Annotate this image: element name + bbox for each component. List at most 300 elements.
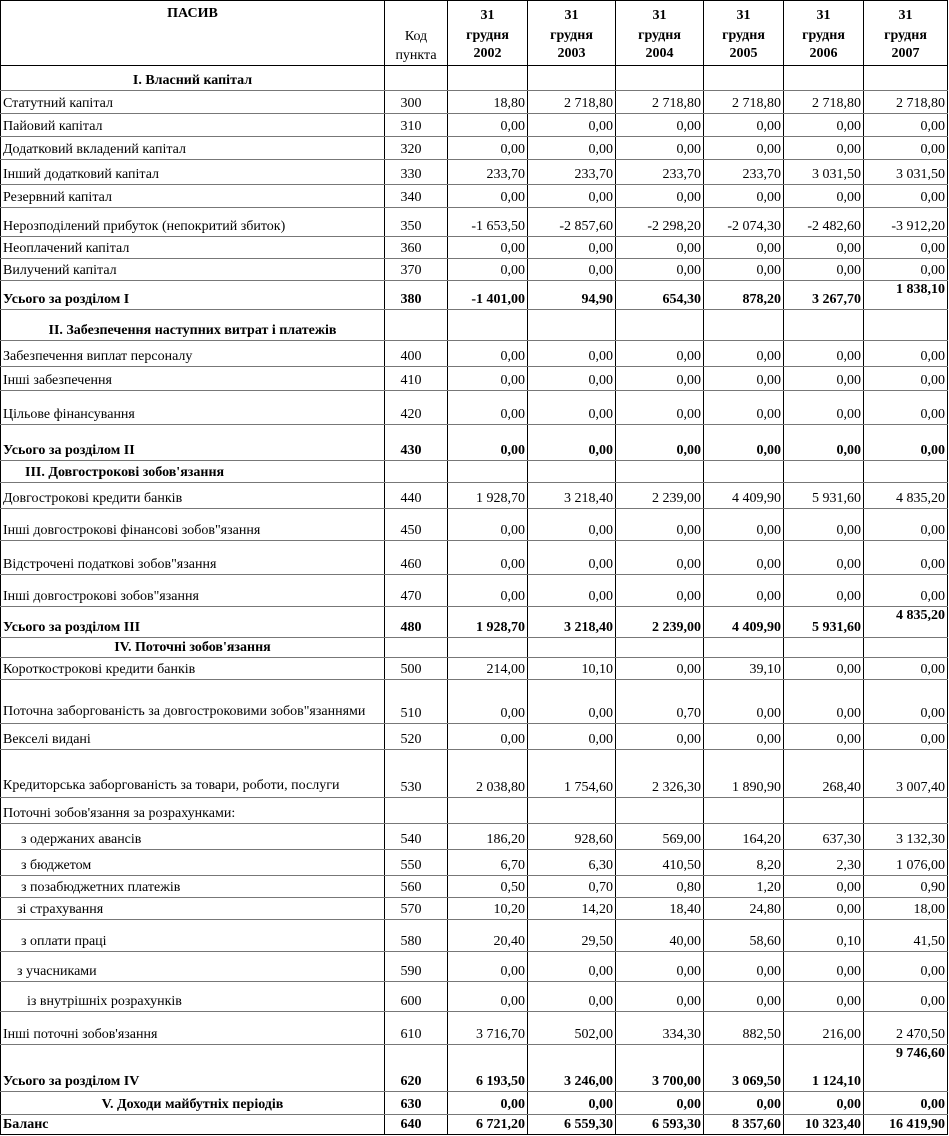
- value-cell: [448, 798, 528, 824]
- value-cell: 2 718,80: [864, 91, 948, 114]
- value-cell: [448, 461, 528, 483]
- row-code: 620: [385, 1045, 448, 1092]
- section-title: I. Власний капітал: [1, 66, 385, 91]
- value-cell: 1 754,60: [528, 750, 616, 798]
- table-row: [1, 137, 948, 160]
- table-row: [1, 391, 948, 425]
- value-cell: 0,00: [864, 185, 948, 208]
- row-code: 510: [385, 680, 448, 724]
- value-cell: 0,00: [784, 259, 864, 281]
- value-cell: 0,00: [528, 1092, 616, 1115]
- value-cell: 10,20: [448, 898, 528, 920]
- value-cell: 3 007,40: [864, 750, 948, 798]
- row-code: 420: [385, 391, 448, 425]
- row-code: 410: [385, 367, 448, 391]
- value-cell: 6,30: [528, 850, 616, 876]
- row-code: [385, 66, 448, 91]
- row-label: Нерозподілений прибуток (непокритий збиток): [1, 208, 385, 237]
- value-cell: 0,00: [704, 1092, 784, 1115]
- value-cell: 0,00: [784, 541, 864, 575]
- value-cell: -1 401,00: [448, 281, 528, 310]
- value-cell: 10,10: [528, 658, 616, 680]
- value-cell: 0,00: [864, 137, 948, 160]
- value-cell: 0,00: [704, 541, 784, 575]
- table-row: [1, 208, 948, 237]
- value-cell: 0,00: [784, 185, 864, 208]
- row-code: 600: [385, 982, 448, 1012]
- value-cell: 0,00: [864, 391, 948, 425]
- value-cell: [704, 461, 784, 483]
- value-cell: 3 069,50: [704, 1045, 784, 1092]
- row-code: 580: [385, 920, 448, 952]
- table-row: [1, 367, 948, 391]
- value-cell: 0,00: [616, 982, 704, 1012]
- value-cell: 2 718,80: [616, 91, 704, 114]
- row-label: Інші довгострокові фінансові зобов"язання: [1, 509, 385, 541]
- section-title: III. Довгострокові зобов'язання: [1, 461, 385, 483]
- header-month: грудня: [550, 28, 593, 43]
- table-row: [1, 575, 948, 607]
- value-cell: 0,00: [864, 724, 948, 750]
- value-cell: 0,00: [784, 1092, 864, 1115]
- value-cell: 58,60: [704, 920, 784, 952]
- row-label: зі страхування: [1, 898, 385, 920]
- value-cell: 5 931,60: [784, 607, 864, 638]
- value-cell: 8 357,60: [704, 1115, 784, 1135]
- value-cell: 0,00: [528, 367, 616, 391]
- header-month: грудня: [722, 28, 765, 43]
- row-code: 320: [385, 137, 448, 160]
- header-month: грудня: [884, 28, 927, 43]
- value-cell: 4 409,90: [704, 607, 784, 638]
- value-cell: -2 857,60: [528, 208, 616, 237]
- value-cell: 0,00: [448, 509, 528, 541]
- value-cell: 0,00: [616, 509, 704, 541]
- value-cell: 0,00: [864, 541, 948, 575]
- value-cell: 186,20: [448, 824, 528, 850]
- table-row: [1, 237, 948, 259]
- value-cell: 268,40: [784, 750, 864, 798]
- value-cell: 233,70: [528, 160, 616, 185]
- row-code: 400: [385, 341, 448, 367]
- row-label: Неоплачений капітал: [1, 237, 385, 259]
- value-cell: 0,00: [448, 541, 528, 575]
- value-cell: 3 716,70: [448, 1012, 528, 1045]
- value-cell: [704, 798, 784, 824]
- value-cell: 0,00: [616, 259, 704, 281]
- row-code: [385, 461, 448, 483]
- value-cell: 0,00: [704, 367, 784, 391]
- value-cell: -2 482,60: [784, 208, 864, 237]
- value-cell: 2 038,80: [448, 750, 528, 798]
- value-cell: 0,00: [784, 898, 864, 920]
- header-period: [616, 1, 704, 66]
- value-cell: 0,00: [616, 341, 704, 367]
- value-cell: 0,00: [784, 680, 864, 724]
- value-cell: [864, 66, 948, 91]
- value-cell: 0,00: [864, 114, 948, 137]
- value-cell: 0,00: [528, 724, 616, 750]
- row-label: Забезпечення виплат персоналу: [1, 341, 385, 367]
- value-cell: 0,00: [448, 367, 528, 391]
- value-cell: 6 721,20: [448, 1115, 528, 1135]
- table-row: [1, 680, 948, 724]
- table-row: [1, 541, 948, 575]
- value-cell: 0,00: [864, 367, 948, 391]
- row-label: Усього за розділом II: [1, 425, 385, 461]
- value-cell: 16 419,90: [864, 1115, 948, 1135]
- value-cell: 18,40: [616, 898, 704, 920]
- value-cell: 928,60: [528, 824, 616, 850]
- header-month: грудня: [802, 28, 845, 43]
- value-cell: 40,00: [616, 920, 704, 952]
- value-cell: 3 218,40: [528, 483, 616, 509]
- row-code: 430: [385, 425, 448, 461]
- table-row: [1, 798, 948, 824]
- value-cell: 410,50: [616, 850, 704, 876]
- value-cell: 29,50: [528, 920, 616, 952]
- value-cell: 0,00: [864, 575, 948, 607]
- header-title: ПАСИВ: [1, 1, 385, 66]
- table-row: [1, 483, 948, 509]
- value-cell: 233,70: [616, 160, 704, 185]
- value-cell: [704, 310, 784, 341]
- value-cell: 0,00: [528, 259, 616, 281]
- header-period: [704, 1, 784, 66]
- header-code: [385, 1, 448, 66]
- value-cell: 0,00: [704, 952, 784, 982]
- row-label: Короткострокові кредити банків: [1, 658, 385, 680]
- row-label: Баланс: [1, 1115, 385, 1135]
- total-row: [1, 1045, 948, 1092]
- value-cell: 4 409,90: [704, 483, 784, 509]
- value-cell: 0,00: [784, 509, 864, 541]
- value-cell: 233,70: [448, 160, 528, 185]
- value-cell: 0,00: [616, 658, 704, 680]
- row-label: Усього за розділом I: [1, 281, 385, 310]
- value-cell: 0,00: [784, 876, 864, 898]
- value-cell: 0,00: [528, 341, 616, 367]
- header-year: 2005: [729, 46, 758, 61]
- row-label: Кредиторська заборгованість за товари, роботи, послуги: [1, 750, 385, 798]
- value-cell: 0,00: [528, 391, 616, 425]
- value-cell: 0,00: [704, 982, 784, 1012]
- row-label: з позабюджетних платежів: [1, 876, 385, 898]
- value-cell: 3 218,40: [528, 607, 616, 638]
- value-cell: 0,00: [448, 680, 528, 724]
- row-label: Інший додатковий капітал: [1, 160, 385, 185]
- table-row: [1, 160, 948, 185]
- table-row: [1, 750, 948, 798]
- value-cell: [704, 638, 784, 658]
- section-header-row: [1, 66, 948, 91]
- row-code: 330: [385, 160, 448, 185]
- value-cell: 0,00: [448, 137, 528, 160]
- value-cell: 0,50: [448, 876, 528, 898]
- header-day: 31: [652, 8, 667, 23]
- value-cell: 0,00: [704, 425, 784, 461]
- value-cell: 0,00: [704, 575, 784, 607]
- value-cell: 0,00: [864, 680, 948, 724]
- header-code-line2: пункта: [395, 48, 437, 63]
- value-cell: 0,00: [616, 114, 704, 137]
- value-cell: 20,40: [448, 920, 528, 952]
- value-cell: 0,00: [864, 259, 948, 281]
- table-row: [1, 114, 948, 137]
- table-row: [1, 824, 948, 850]
- value-cell: 0,00: [864, 425, 948, 461]
- table-row: [1, 91, 948, 114]
- row-label: з учасниками: [1, 952, 385, 982]
- value-cell: 0,90: [864, 876, 948, 898]
- value-cell: [864, 638, 948, 658]
- value-cell: 0,00: [704, 137, 784, 160]
- value-cell: 878,20: [704, 281, 784, 310]
- value-cell: 0,00: [784, 724, 864, 750]
- value-cell: [784, 461, 864, 483]
- row-label: Вилучений капітал: [1, 259, 385, 281]
- value-cell: 214,00: [448, 658, 528, 680]
- value-cell: 4 835,20: [864, 607, 948, 638]
- value-cell: [616, 310, 704, 341]
- value-cell: 2 718,80: [704, 91, 784, 114]
- value-cell: [784, 310, 864, 341]
- row-label: Векселі видані: [1, 724, 385, 750]
- value-cell: 18,80: [448, 91, 528, 114]
- row-code: 360: [385, 237, 448, 259]
- value-cell: 0,00: [784, 237, 864, 259]
- value-cell: [616, 66, 704, 91]
- value-cell: 0,00: [448, 259, 528, 281]
- row-code: 630: [385, 1092, 448, 1115]
- value-cell: -2 074,30: [704, 208, 784, 237]
- value-cell: 0,00: [616, 541, 704, 575]
- value-cell: 334,30: [616, 1012, 704, 1045]
- value-cell: 0,00: [864, 658, 948, 680]
- value-cell: 2 718,80: [528, 91, 616, 114]
- header-period: [784, 1, 864, 66]
- value-cell: 3 267,70: [784, 281, 864, 310]
- value-cell: 0,00: [784, 952, 864, 982]
- table-row: [1, 658, 948, 680]
- value-cell: 41,50: [864, 920, 948, 952]
- value-cell: 2,30: [784, 850, 864, 876]
- row-label: Пайовий капітал: [1, 114, 385, 137]
- row-label: з бюджетом: [1, 850, 385, 876]
- value-cell: 2 470,50: [864, 1012, 948, 1045]
- section-title: II. Забезпечення наступних витрат і платежів: [1, 310, 385, 341]
- header-year: 2006: [809, 46, 838, 61]
- value-cell: 0,00: [448, 391, 528, 425]
- row-code: 340: [385, 185, 448, 208]
- table-row: [1, 850, 948, 876]
- row-code: [385, 310, 448, 341]
- section-header-row: [1, 638, 948, 658]
- value-cell: 2 239,00: [616, 483, 704, 509]
- row-code: 350: [385, 208, 448, 237]
- header-year: 2002: [473, 46, 502, 61]
- value-cell: 0,00: [704, 114, 784, 137]
- value-cell: [448, 638, 528, 658]
- header-period: [528, 1, 616, 66]
- header-day: 31: [898, 8, 913, 23]
- value-cell: 10 323,40: [784, 1115, 864, 1135]
- value-cell: 0,00: [784, 341, 864, 367]
- value-cell: 0,80: [616, 876, 704, 898]
- row-label: з одержаних авансів: [1, 824, 385, 850]
- value-cell: 0,00: [784, 658, 864, 680]
- value-cell: 0,00: [448, 114, 528, 137]
- section-header-row: [1, 461, 948, 483]
- row-code: 610: [385, 1012, 448, 1045]
- header-day: 31: [736, 8, 751, 23]
- row-code: 310: [385, 114, 448, 137]
- row-code: 530: [385, 750, 448, 798]
- value-cell: 0,00: [704, 237, 784, 259]
- value-cell: 0,70: [616, 680, 704, 724]
- value-cell: 6 593,30: [616, 1115, 704, 1135]
- row-code: 590: [385, 952, 448, 982]
- row-code: [385, 798, 448, 824]
- total-row: [1, 1115, 948, 1135]
- value-cell: 2 718,80: [784, 91, 864, 114]
- value-cell: 9 746,60: [864, 1045, 948, 1092]
- value-cell: 0,00: [704, 185, 784, 208]
- value-cell: 0,10: [784, 920, 864, 952]
- row-code: 450: [385, 509, 448, 541]
- value-cell: 164,20: [704, 824, 784, 850]
- value-cell: [528, 461, 616, 483]
- value-cell: 0,00: [704, 259, 784, 281]
- row-code: 550: [385, 850, 448, 876]
- value-cell: 0,00: [616, 185, 704, 208]
- value-cell: 216,00: [784, 1012, 864, 1045]
- value-cell: 0,00: [528, 541, 616, 575]
- table-row: [1, 876, 948, 898]
- section-title: IV. Поточні зобов'язання: [1, 638, 385, 658]
- value-cell: 1 890,90: [704, 750, 784, 798]
- value-cell: 2 326,30: [616, 750, 704, 798]
- row-code: 570: [385, 898, 448, 920]
- row-label: Поточна заборгованість за довгостроковими зобов"язаннями: [1, 680, 385, 724]
- value-cell: 0,00: [616, 367, 704, 391]
- row-code: 440: [385, 483, 448, 509]
- table-row: [1, 509, 948, 541]
- value-cell: 882,50: [704, 1012, 784, 1045]
- value-cell: 0,00: [528, 237, 616, 259]
- table-row: [1, 1012, 948, 1045]
- row-code: 540: [385, 824, 448, 850]
- value-cell: 0,00: [448, 575, 528, 607]
- row-code: 500: [385, 658, 448, 680]
- value-cell: 0,00: [616, 724, 704, 750]
- value-cell: 14,20: [528, 898, 616, 920]
- header-code-line1: Код: [404, 29, 428, 44]
- value-cell: 0,00: [528, 185, 616, 208]
- row-label: Статутний капітал: [1, 91, 385, 114]
- value-cell: 0,00: [448, 185, 528, 208]
- row-label: Усього за розділом IV: [1, 1045, 385, 1092]
- row-code: 380: [385, 281, 448, 310]
- header-year: 2007: [891, 46, 920, 61]
- header-period: [448, 1, 528, 66]
- row-label: Інші забезпечення: [1, 367, 385, 391]
- value-cell: 0,00: [864, 982, 948, 1012]
- row-code: 460: [385, 541, 448, 575]
- row-label: Поточні зобов'язання за розрахунками:: [1, 798, 385, 824]
- header-year: 2003: [557, 46, 586, 61]
- value-cell: 1 838,10: [864, 281, 948, 310]
- header-month: грудня: [638, 28, 681, 43]
- header-day: 31: [816, 8, 831, 23]
- row-label: Інші поточні зобов'язання: [1, 1012, 385, 1045]
- row-code: 560: [385, 876, 448, 898]
- value-cell: 0,70: [528, 876, 616, 898]
- table-row: [1, 920, 948, 952]
- value-cell: 5 931,60: [784, 483, 864, 509]
- value-cell: 1 076,00: [864, 850, 948, 876]
- header-row: [1, 1, 948, 66]
- table-row: [1, 982, 948, 1012]
- value-cell: 0,00: [616, 575, 704, 607]
- value-cell: 0,00: [784, 391, 864, 425]
- header-year: 2004: [645, 46, 674, 61]
- table-row: [1, 185, 948, 208]
- value-cell: 0,00: [528, 680, 616, 724]
- row-label: Цільове фінансування: [1, 391, 385, 425]
- value-cell: 3 246,00: [528, 1045, 616, 1092]
- value-cell: 0,00: [784, 425, 864, 461]
- value-cell: 0,00: [448, 341, 528, 367]
- value-cell: [528, 638, 616, 658]
- table-row: [1, 952, 948, 982]
- value-cell: 0,00: [784, 367, 864, 391]
- value-cell: [784, 798, 864, 824]
- header-day: 31: [480, 8, 495, 23]
- value-cell: 0,00: [616, 952, 704, 982]
- row-label: Довгострокові кредити банків: [1, 483, 385, 509]
- value-cell: [704, 66, 784, 91]
- value-cell: [616, 638, 704, 658]
- value-cell: 24,80: [704, 898, 784, 920]
- value-cell: 94,90: [528, 281, 616, 310]
- value-cell: 637,30: [784, 824, 864, 850]
- value-cell: 0,00: [864, 1092, 948, 1115]
- row-label: із внутрішніх розрахунків: [1, 982, 385, 1012]
- value-cell: -1 653,50: [448, 208, 528, 237]
- value-cell: 0,00: [528, 137, 616, 160]
- table-row: [1, 259, 948, 281]
- value-cell: 0,00: [704, 509, 784, 541]
- header-month: грудня: [466, 28, 509, 43]
- value-cell: 1 124,10: [784, 1045, 864, 1092]
- value-cell: 3 031,50: [784, 160, 864, 185]
- row-label: Резервний капітал: [1, 185, 385, 208]
- row-code: 640: [385, 1115, 448, 1135]
- value-cell: [784, 638, 864, 658]
- value-cell: 8,20: [704, 850, 784, 876]
- value-cell: -2 298,20: [616, 208, 704, 237]
- table-row: [1, 341, 948, 367]
- value-cell: 502,00: [528, 1012, 616, 1045]
- value-cell: 0,00: [448, 724, 528, 750]
- value-cell: 0,00: [528, 425, 616, 461]
- value-cell: 0,00: [784, 137, 864, 160]
- value-cell: [616, 798, 704, 824]
- value-cell: 0,00: [704, 680, 784, 724]
- value-cell: 0,00: [864, 952, 948, 982]
- total-row: [1, 425, 948, 461]
